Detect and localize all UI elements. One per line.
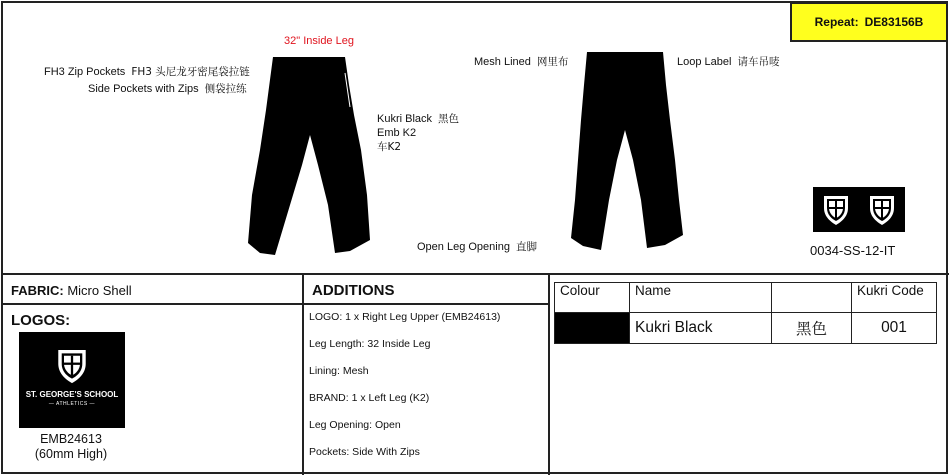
divider [304,303,548,305]
leg-opening-label: Open Leg Opening 直脚 [417,241,537,253]
table-header-row [555,283,937,313]
loop-label-label: Loop Label 请车吊唛 [677,56,780,68]
addition-item: Leg Opening: Open [309,419,401,431]
colour-name: Kukri Black [630,313,772,344]
column-header-kukri-code: Kukri Code [852,283,937,313]
shield-icon [868,194,896,226]
trousers-back-drawing [565,50,685,255]
repeat-label: Repeat: [814,15,859,29]
school-logo [19,332,125,428]
addition-item: LOGO: 1 x Right Leg Upper (EMB24613) [309,311,501,323]
addition-item: Leg Length: 32 Inside Leg [309,338,431,350]
mesh-lined-label: Mesh Lined 网里布 [474,56,569,68]
logo-code: EMB24613 [40,432,102,446]
shield-icon [56,347,88,385]
addition-item: BRAND: 1 x Left Leg (K2) [309,392,430,404]
fabric-line: FABRIC: Micro Shell [11,283,132,298]
repeat-code-box [790,2,948,42]
divider [2,303,302,305]
column-header-colour: Colour [555,283,630,313]
zip-pockets-label: FH3 Zip Pockets FH3 头尼龙牙密尾袋拉链 [44,66,250,78]
kukri-code: 001 [852,313,937,344]
badge-pair [813,187,905,232]
column-header-chinese [772,283,852,313]
divider [1,273,949,275]
divider [548,274,550,475]
shield-icon [822,194,850,226]
additions-title: ADDITIONS [312,282,395,299]
repeat-code: DE83156B [864,15,924,29]
colour-table [554,282,937,344]
inside-leg-label: 32" Inside Leg [284,35,354,47]
colour-swatch [555,313,630,344]
addition-item: Lining: Mesh [309,365,369,377]
emb-label: Kukri Black 黑色 Emb K2 车K2 [377,113,460,153]
table-row [555,313,937,344]
logo-subtitle: — ATHLETICS — [48,401,96,407]
logos-title: LOGOS: [11,312,71,329]
column-header-name: Name [630,283,772,313]
side-pockets-label: Side Pockets with Zips 侧袋拉练 [88,83,247,95]
badge-code: 0034-SS-12-IT [810,243,896,258]
logo-size: (60mm High) [34,447,108,461]
addition-item: Pockets: Side With Zips [309,446,420,458]
colour-name-chinese: 黑色 [772,313,852,344]
logo-school-name: ST. GEORGE'S SCHOOL [25,390,119,399]
trousers-front-drawing [240,55,370,257]
